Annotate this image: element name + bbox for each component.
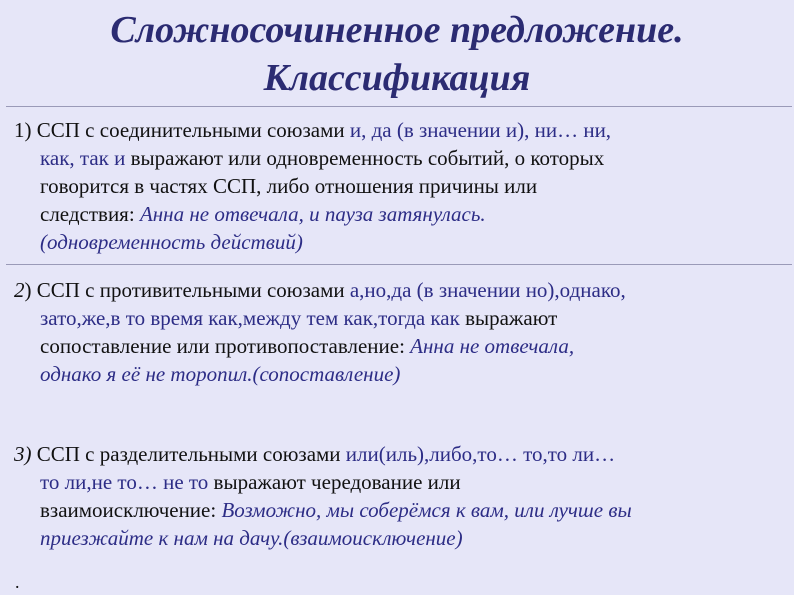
item2-text-3: сопоставление или противопоставление: — [40, 334, 411, 358]
item2-text: ) ССП с противительными союзами — [24, 278, 350, 302]
item2-number: 2 — [14, 278, 25, 302]
item2-conjunctions: а,но,да (в значении но),однако, — [349, 278, 626, 302]
item2-text-2: выражают — [459, 306, 558, 330]
item2-example-2: однако я её не торопил.(сопоставление) — [40, 362, 401, 386]
item1-example: Анна не отвечала, и пауза затянулась. — [139, 202, 486, 226]
title-line-2: Классификация — [263, 57, 531, 99]
item3-text-3: взаимоисключение: — [40, 498, 222, 522]
slide-title — [0, 6, 794, 102]
item3-text: ССП с разделительными союзами — [31, 442, 346, 466]
item1-note: (одновременность действий) — [40, 230, 303, 254]
item2-line-1 — [14, 276, 786, 304]
item2-example: Анна не отвечала, — [410, 334, 575, 358]
list-item-1 — [14, 116, 786, 256]
item3-example-2: приезжайте к нам на дачу.(взаимоисключение) — [40, 526, 463, 550]
item3-line-1 — [14, 440, 786, 468]
item1-conjunctions: и, да (в значении и), ни… ни, — [349, 118, 612, 142]
list-item-3 — [14, 440, 786, 552]
title-line-1: Сложносочиненное предложение. — [110, 9, 684, 51]
item3-line-2 — [14, 468, 786, 496]
divider-top — [6, 106, 792, 107]
item2-conjunctions-2: зато,же,в то время как,между тем как,тогда как — [40, 306, 460, 330]
item3-line-3 — [14, 496, 786, 524]
item1-conjunctions-2: как, так и — [40, 146, 126, 170]
footer-dot: . — [15, 572, 20, 592]
item3-number: 3) — [14, 442, 32, 466]
item3-text-2: выражают чередование или — [208, 470, 461, 494]
item3-example: Возможно, мы соберёмся к вам, или лучше вы — [221, 498, 632, 522]
item3-conjunctions-2: то ли,не то… не то — [40, 470, 209, 494]
item1-line-1 — [14, 116, 786, 144]
list-item-2 — [14, 276, 786, 388]
item2-line-3 — [14, 332, 786, 360]
item2-line-2 — [14, 304, 786, 332]
item1-line-4 — [14, 200, 786, 228]
item1-line-3: говорится в частях ССП, либо отношения причины или — [40, 174, 538, 198]
item3-conjunctions: или(иль),либо,то… то,то ли… — [345, 442, 616, 466]
divider-1 — [6, 264, 792, 265]
item1-text: 1) ССП с соединительными союзами — [14, 118, 350, 142]
item1-text-2: выражают или одновременность событий, о которых — [125, 146, 605, 170]
item1-text-4: следствия: — [40, 202, 140, 226]
item1-line-2 — [14, 144, 786, 172]
